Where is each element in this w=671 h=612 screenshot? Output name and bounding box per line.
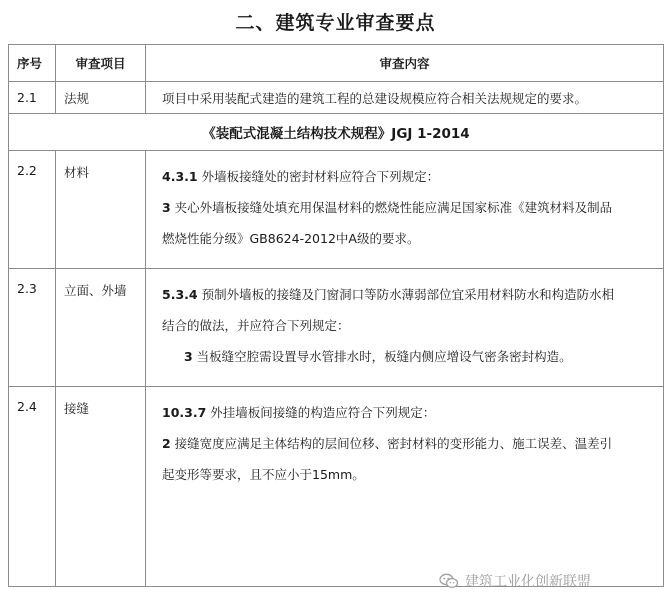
sub-clause-text-cont: 燃烧性能分级》GB8624-2012中A级的要求。 — [162, 231, 420, 246]
sub-clause-number: 3 — [184, 349, 193, 364]
review-table — [8, 44, 664, 587]
row-content — [146, 151, 664, 269]
section-row — [9, 114, 664, 151]
watermark — [439, 571, 591, 591]
row-content — [146, 269, 664, 387]
sub-clause-text-cont: 起变形等要求，且不应小于15mm。 — [162, 467, 365, 482]
row-item: 法规 — [56, 82, 146, 114]
header-no: 序号 — [9, 45, 56, 82]
row-no: 2.3 — [9, 269, 56, 387]
clause-text-cont: 结合的做法，并应符合下列规定： — [162, 318, 350, 333]
sub-clause-text: 当板缝空腔需设置导水管排水时，板缝内侧应增设气密条密封构造。 — [192, 349, 572, 364]
clause-number: 5.3.4 — [162, 287, 198, 302]
wechat-icon — [439, 573, 459, 589]
clause-number: 10.3.7 — [162, 405, 207, 420]
clause-number: 4.3.1 — [162, 169, 198, 184]
page-title: 二、建筑专业审查要点 — [235, 12, 436, 34]
row-content — [146, 387, 664, 587]
section-title: 《装配式混凝土结构技术规程》JGJ 1-2014 — [9, 114, 664, 151]
sub-clause-text: 接缝宽度应满足主体结构的层间位移、密封材料的变形能力、施工误差、温差引 — [170, 436, 613, 451]
clause-text: 外墙板接缝处的密封材料应符合下列规定： — [197, 169, 440, 184]
header-item: 审查项目 — [56, 45, 146, 82]
row-no: 2.4 — [9, 387, 56, 587]
row-item: 材料 — [56, 151, 146, 269]
row-item: 立面、外墙 — [56, 269, 146, 387]
clause-text: 预制外墙板的接缝及门窗洞口等防水薄弱部位宜采用材料防水和构造防水相 — [197, 287, 615, 302]
row-content: 项目中采用装配式建造的建筑工程的总建设规模应符合相关法规规定的要求。 — [146, 82, 664, 114]
sub-clause-text: 夹心外墙板接缝处填充用保温材料的燃烧性能应满足国家标准《建筑材料及制品 — [170, 200, 613, 215]
watermark-text: 建筑工业化创新联盟 — [465, 574, 591, 590]
sub-clause-number: 3 — [162, 200, 171, 215]
row-no: 2.2 — [9, 151, 56, 269]
row-item: 接缝 — [56, 387, 146, 587]
table-row — [9, 82, 664, 114]
row-no: 2.1 — [9, 82, 56, 114]
table-row — [9, 387, 664, 587]
table-row — [9, 151, 664, 269]
clause-text: 外挂墙板间接缝的构造应符合下列规定： — [206, 405, 436, 420]
header-content: 审查内容 — [146, 45, 664, 82]
sub-clause-number: 2 — [162, 436, 171, 451]
table-row — [9, 269, 664, 387]
table-header-row — [9, 45, 664, 82]
